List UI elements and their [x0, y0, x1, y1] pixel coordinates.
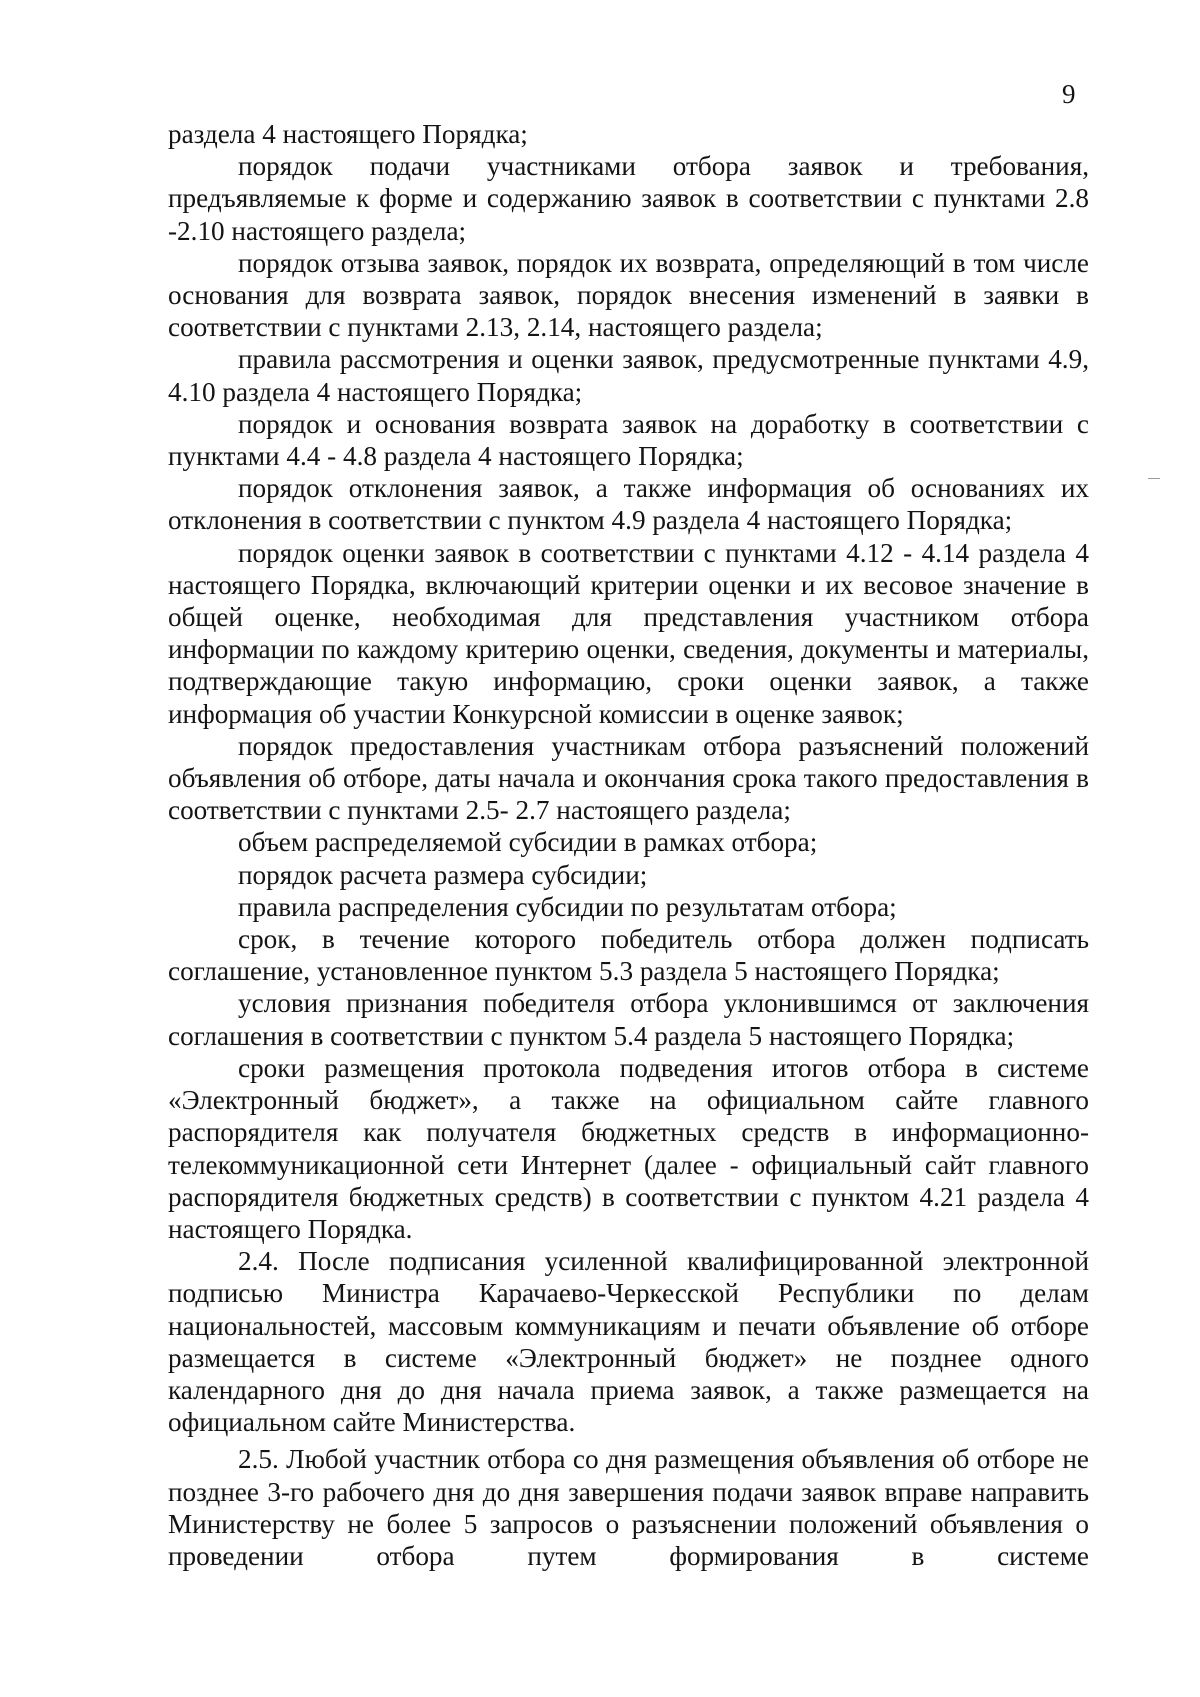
paragraph-protocol-publication: сроки размещения протокола подведения итогов отбора в системе «Электронный бюджет», а также на официальном сайте главного распорядителя как получателя бюджетных средств в информационно-телекоммуникационной сети Интернет (далее - официальный сайт главного распорядителя бюджетных средств) в соответствии с пунктом 4.21 раздела 4 настоящего Порядка.: [168, 1052, 1089, 1244]
paragraph-continuation: раздела 4 настоящего Порядка;: [168, 119, 528, 149]
paragraph-withdrawal-order: порядок отзыва заявок, порядок их возврата, определяющий в том числе основания для возврата заявок, порядок внесения изменений в заявки в соответствии с пунктами 2.13, 2.14, настоящего раздела;: [168, 247, 1089, 343]
scan-edge-mark: [1148, 478, 1160, 479]
paragraph-signing-deadline: срок, в течение которого победитель отбора должен подписать соглашение, установленное пунктом 5.3 раздела 5 настоящего Порядка;: [168, 924, 1089, 987]
paragraph-section-2-4: 2.4. После подписания усиленной квалифицированной электронной подписью Министра Карачаево-Черкесской Республики по делам национальностей, массовым коммуникациям и печати объявление об отборе размещается в системе «Электронный бюджет» не позднее одного календарного дня до дня начала приема заявок, а также размещается на официальном сайте Министерства.: [168, 1246, 1089, 1438]
paragraph-evaluation-order: порядок оценки заявок в соответствии с пунктами 4.12 - 4.14 раздела 4 настоящего Порядка, включающий критерии оценки и их весовое значение в общей оценке, необходимая для представления участником отбора информации по каждому критерию оценки, сведения, документы и материалы, подтверждающие такую информацию, сроки оценки заявок, а также информация об участии Конкурсной комиссии в оценке заявок;: [168, 537, 1089, 729]
page-number: 9: [1062, 79, 1076, 109]
paragraph-evasion-conditions: условия признания победителя отбора уклонившимся от заключения соглашения в соответствии с пунктом 5.4 раздела 5 настоящего Порядка;: [168, 988, 1089, 1051]
paragraph-submission-order: порядок подачи участниками отбора заявок и требования, предъявляемые к форме и содержанию заявок в соответствии с пунктами 2.8 -2.10 настоящего раздела;: [168, 151, 1089, 246]
paragraph-return-for-revision: порядок и основания возврата заявок на доработку в соответствии с пунктами 4.4 - 4.8 раздела 4 настоящего Порядка;: [168, 408, 1089, 472]
paragraph-subsidy-distribution: правила распределения субсидии по результатам отбора;: [238, 891, 897, 922]
paragraph-subsidy-volume: объем распределяемой субсидии в рамках отбора;: [238, 827, 818, 858]
paragraph-section-2-5: 2.5. Любой участник отбора со дня размещения объявления об отборе не позднее 3-го рабочего дня до дня завершения подачи заявок вправе направить Министерству не более 5 запросов о разъяснении положений объявления о проведении отбора путем формирования в системе: [168, 1444, 1089, 1571]
paragraph-subsidy-calculation: порядок расчета размера субсидии;: [238, 859, 648, 890]
paragraph-clarifications-order: порядок предоставления участникам отбора разъяснений положений объявления об отборе, даты начала и окончания срока такого предоставления в соответствии с пунктами 2.5- 2.7 настоящего раздела;: [168, 730, 1089, 826]
paragraph-rejection-order: порядок отклонения заявок, а также информация об основаниях их отклонения в соответствии с пунктом 4.9 раздела 4 настоящего Порядка;: [168, 473, 1089, 536]
paragraph-review-rules: правила рассмотрения и оценки заявок, предусмотренные пунктами 4.9, 4.10 раздела 4 настоящего Порядка;: [168, 344, 1089, 407]
document-body: [168, 118, 1089, 1572]
